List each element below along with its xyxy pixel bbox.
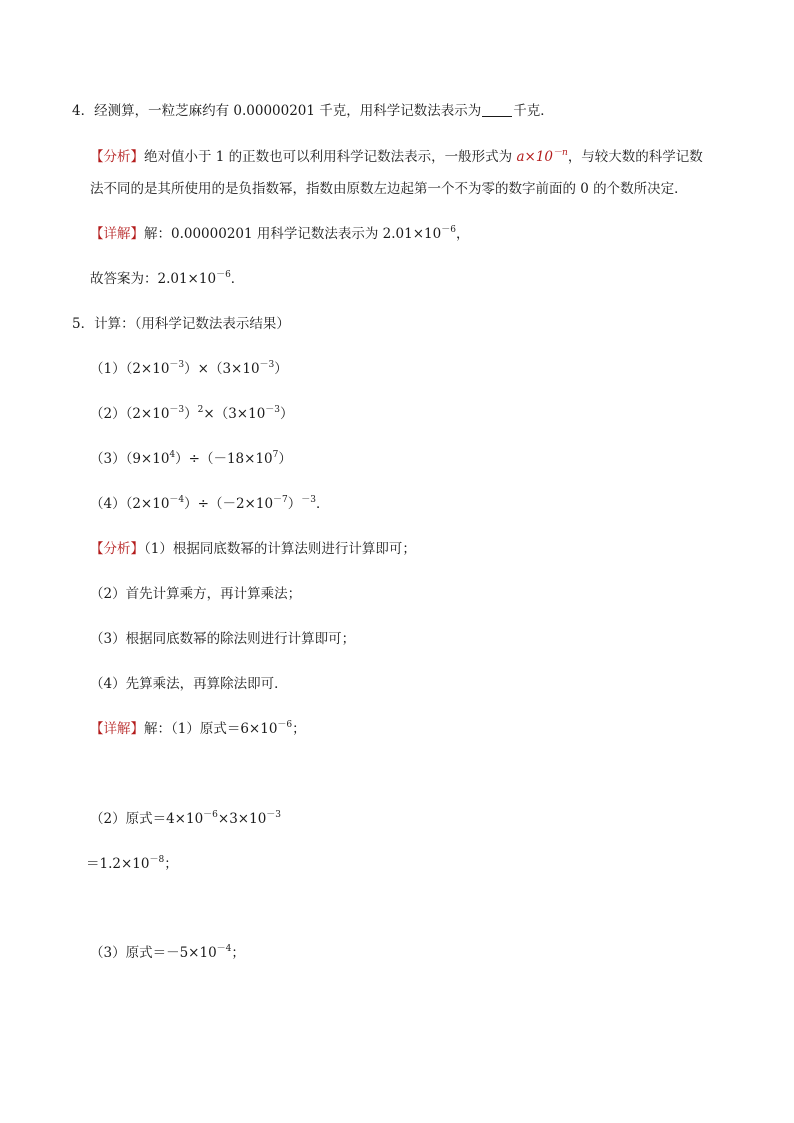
question-text: 经测算，一粒芝麻约有 0.00000201 千克，用科学记数法表示为 — [94, 103, 482, 119]
q5-analysis-2: （2）首先计算乘方，再计算乘法； — [90, 586, 302, 602]
q5-analysis-1: 【分析】（1）根据同底数幂的计算法则进行计算即可； — [90, 541, 416, 557]
q5-analysis-3: （3）根据同底数幂的除法则进行计算即可； — [90, 631, 356, 647]
q5-detail-3: （3）原式$=-5\times 10^{-4}$； — [90, 943, 245, 961]
detail-tag: 【详解】 — [90, 721, 144, 737]
q5-detail-2-result: $=1.2\times 10^{-8}$； — [86, 854, 178, 872]
q5-detail-2: （2）原式$=4\times 10^{-6}\times 3\times 10^{-3}$ — [90, 809, 282, 827]
question-4: 4．经测算，一粒芝麻约有 0.00000201 千克，用科学记数法表示为 千克． — [72, 103, 554, 119]
detail-tag: 【详解】 — [90, 226, 144, 242]
question-text: 计算：（用科学记数法表示结果） — [94, 316, 290, 332]
answer-blank — [482, 102, 512, 117]
q4-answer: 故答案为：$2.01\times 10^{-6}$． — [90, 269, 245, 287]
q5-part-3: $(3)(9\times 10^4)\div(-18\times 10^7)$ — [90, 449, 292, 467]
q5-part-4: $(4)(2\times 10^{-4})\div(-2\times 10^{-7})^{-3}$． — [90, 494, 330, 512]
general-form-formula: $a\times 10^{-n}$ — [516, 147, 568, 165]
analysis-tag: 【分析】 — [90, 541, 144, 557]
question-number: 4． — [72, 103, 95, 119]
analysis-tag: 【分析】 — [90, 149, 144, 165]
q4-analysis-line2: 法不同的是其所使用的是负指数幂，指数由原数左边起第一个不为零的数字前面的 0 的个数所决定． — [90, 181, 688, 197]
q5-analysis-4: （4）先算乘法，再算除法即可． — [90, 676, 288, 692]
q4-analysis-line1: 【分析】绝对值小于 1 的正数也可以利用科学记数法表示，一般形式为 $a\times 10^{-n}$，与较大数的科学记数 — [90, 147, 703, 165]
question-5 — [72, 314, 290, 334]
q5-detail-1: 【详解】解：（1）原式$=6\times 10^{-6}$； — [90, 719, 306, 737]
q4-detail: 【详解】解：0.00000201 用科学记数法表示为 $2.01\times 10^{-6}$， — [90, 224, 470, 242]
q5-part-2: $(2)(2\times 10^{-3})^2\times(3\times 10^{-3})$ — [90, 404, 294, 422]
question-number: 5． — [72, 316, 95, 332]
q5-part-1: $(1)(2\times 10^{-3})\times(3\times 10^{-3})$ — [90, 359, 288, 377]
